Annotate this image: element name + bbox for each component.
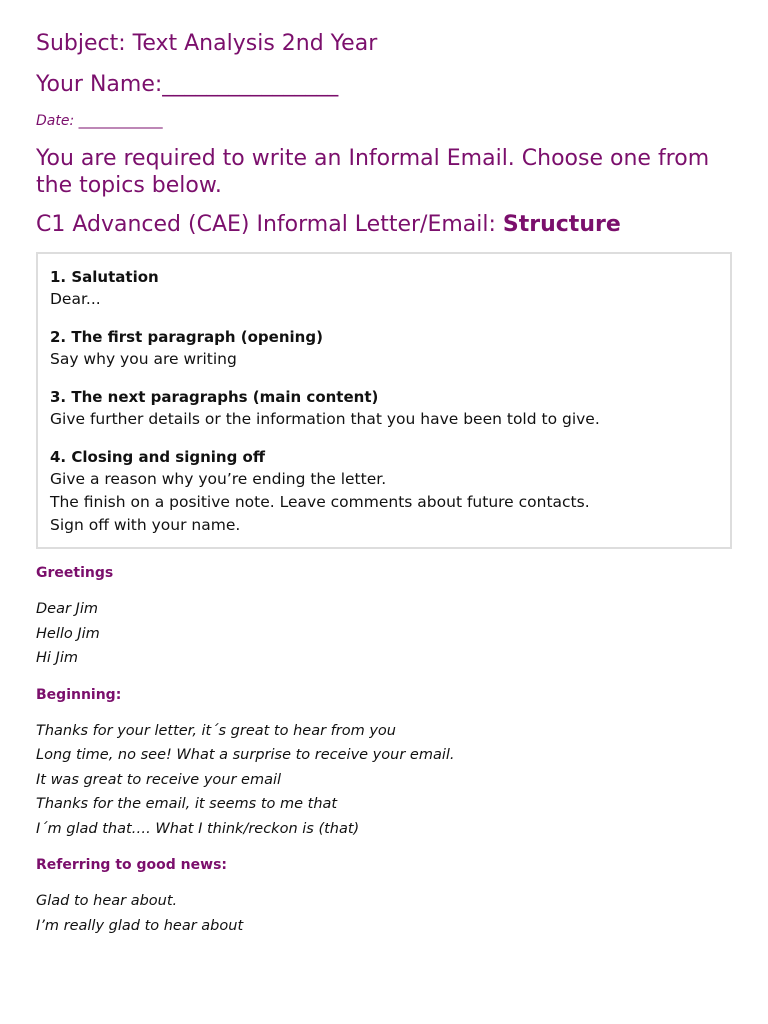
step-line: Say why you are writing [50,350,237,368]
structure-step [50,266,718,311]
worksheet [36,30,732,938]
section-heading-beginning: Beginning: [36,686,122,703]
step-line: Give further details or the information that you have been told to give. [50,410,600,428]
phrase: Hello Jim [36,625,100,642]
good-news-list [36,889,732,938]
phrase: Long time, no see! What a surprise to receive your email. [36,747,455,763]
structure-step [50,326,718,371]
name-field: Your Name:________________ [36,72,339,97]
structure-title-emphasis: Structure [502,212,621,237]
step-title: 1. Salutation [50,268,159,286]
structure-title [36,211,732,239]
beginning-list [36,719,732,842]
phrase: I’m really glad to hear about [36,917,244,934]
phrase: Thanks for your letter, it´s great to hear from you [36,722,396,739]
subject-heading: Subject: Text Analysis 2nd Year [36,31,378,56]
phrase: Dear Jim [36,601,98,617]
phrase: Thanks for the email, it seems to me that [36,796,338,812]
phrase: I´m glad that…. What I think/reckon is (that) [36,820,360,837]
structure-box [36,252,732,549]
structure-title-prefix: C1 Advanced (CAE) Informal Letter/Email: [36,212,503,237]
structure-step [50,446,718,537]
instructions: You are required to write an Informal Email. Choose one from the topics below. [36,146,710,198]
step-line: The finish on a positive note. Leave comments about future contacts. [50,493,590,511]
step-line: Dear... [50,290,101,308]
section-heading-good-news: Referring to good news: [36,857,227,873]
structure-step [50,386,718,431]
phrase: Hi Jim [36,650,78,666]
step-title: 2. The first paragraph (opening) [50,328,323,346]
phrase: It was great to receive your email [36,771,282,788]
step-title: 4. Closing and signing off [50,448,266,466]
section-heading-greetings: Greetings [36,565,114,581]
step-line: Sign off with your name. [50,516,241,534]
greetings-list [36,597,732,671]
step-line: Give a reason why you’re ending the letter. [50,470,387,488]
step-title: 3. The next paragraphs (main content) [50,388,379,406]
date-field: Date: ____________ [36,113,163,129]
phrase: Glad to hear about. [36,893,178,909]
